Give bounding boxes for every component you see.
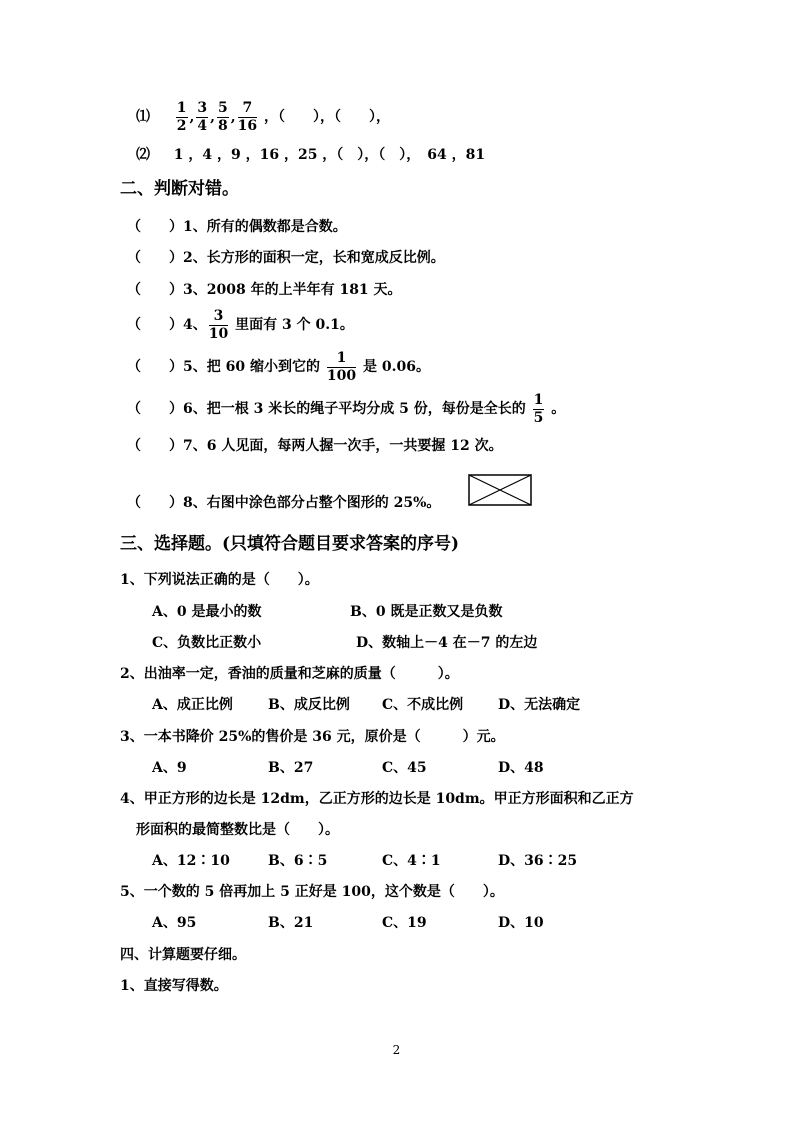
q5-option-b: B、21 [268, 915, 314, 931]
fraction-1-2: $\frac{1}{2}$ [176, 100, 187, 134]
q2-text: 1 ，4 ，9 ，16 ，25 ，（ ），（ ）， 64 ，81 [173, 147, 486, 163]
sequence-q1: ⑴ $\frac{1}{2}$ , $\frac{3}{4}$ , $\frac{5}{8}$ , $\frac{7}{16}$ ，（ ），（ ）， [136, 100, 390, 134]
section4-q1: 1、直接写得数。 [120, 978, 228, 994]
judge-item-1: （ ）1、所有的偶数都是合数。 [127, 219, 347, 235]
q5-option-a: A、95 [152, 915, 197, 931]
judge-item-5: （ ）5、把 60 缩小到它的 $\frac{1}{100}$ 是 0.06。 [127, 350, 430, 384]
q1-tail: ，（ ），（ ）， [263, 109, 390, 126]
q3-option-d: D、48 [498, 760, 544, 776]
judge-item-2: （ ）2、长方形的面积一定，长和宽成反比例。 [127, 250, 445, 266]
q2-option-a: A、成正比例 [152, 697, 233, 713]
section3-title: 三、选择题。(只填符合题目要求答案的序号) [120, 534, 460, 554]
judge-item-6: （ ）6、把一根 3 米长的绳子平均分成 5 份，每份是全长的 $\frac{1}{5}$ 。 [127, 392, 566, 426]
q4-option-b: B、6∶5 [268, 853, 328, 869]
q5-option-d: D、10 [498, 915, 544, 931]
judge-item-4: （ ）4、 $\frac{3}{10}$ 里面有 3 个 0.1。 [127, 308, 354, 342]
q2-option-c: C、不成比例 [382, 697, 464, 713]
q5-option-c: C、19 [382, 915, 427, 931]
q1-option-d: D、数轴上－4 在－7 的左边 [356, 635, 538, 651]
q4-option-d: D、36∶25 [498, 853, 578, 869]
fraction-3-10: $\frac{3}{10}$ [208, 308, 229, 342]
judge-item-8: （ ）8、右图中涂色部分占整个图形的 25%。 [127, 495, 441, 511]
choice-q5-stem: 5、一个数的 5 倍再加上 5 正好是 100，这个数是（ ）。 [120, 884, 504, 900]
q1-option-b: B、0 既是正数又是负数 [350, 604, 503, 620]
q3-option-b: B、27 [268, 760, 314, 776]
fraction-7-16: $\frac{7}{16}$ [237, 100, 258, 134]
choice-q4-stem-line1: 4、甲正方形的边长是 12dm，乙正方形的边长是 10dm。甲正方形面积和乙正方 [120, 791, 634, 807]
q4-option-a: A、12∶10 [152, 853, 230, 869]
q2-option-d: D、无法确定 [498, 697, 581, 713]
judge-item-7: （ ）7、6 人见面，每两人握一次手，一共要握 12 次。 [127, 438, 503, 454]
q2-option-b: B、成反比例 [268, 697, 350, 713]
fraction-1-100: $\frac{1}{100}$ [326, 350, 357, 384]
q2-label: ⑵ [136, 147, 150, 163]
choice-q2-stem: 2、出油率一定，香油的质量和芝麻的质量（ ）。 [120, 666, 459, 682]
q1-option-c: C、负数比正数小 [152, 635, 262, 651]
choice-q1-stem: 1、下列说法正确的是（ ）。 [120, 572, 319, 588]
section4-title: 四、计算题要仔细。 [120, 947, 246, 963]
sequence-q2 [136, 146, 485, 164]
judge-item-3: （ ）3、2008 年的上半年有 181 天。 [127, 282, 402, 298]
q4-option-c: C、4∶1 [382, 853, 441, 869]
q3-option-a: A、9 [152, 760, 187, 776]
fraction-3-4: $\frac{3}{4}$ [197, 100, 208, 134]
page-number: 2 [392, 1043, 401, 1057]
choice-q4-stem-line2: 形面积的最简整数比是（ ）。 [136, 822, 339, 838]
choice-q3-stem: 3、一本书降价 25%的售价是 36 元，原价是（ ）元。 [120, 729, 505, 745]
fraction-1-5: $\frac{1}{5}$ [533, 392, 544, 426]
q3-option-c: C、45 [382, 760, 427, 776]
q1-label: ⑴ [136, 109, 150, 126]
q1-option-a: A、0 是最小的数 [152, 604, 262, 620]
shaded-rectangle-figure [468, 474, 532, 506]
fraction-5-8: $\frac{5}{8}$ [218, 100, 228, 134]
section2-title: 二、判断对错。 [120, 179, 239, 199]
